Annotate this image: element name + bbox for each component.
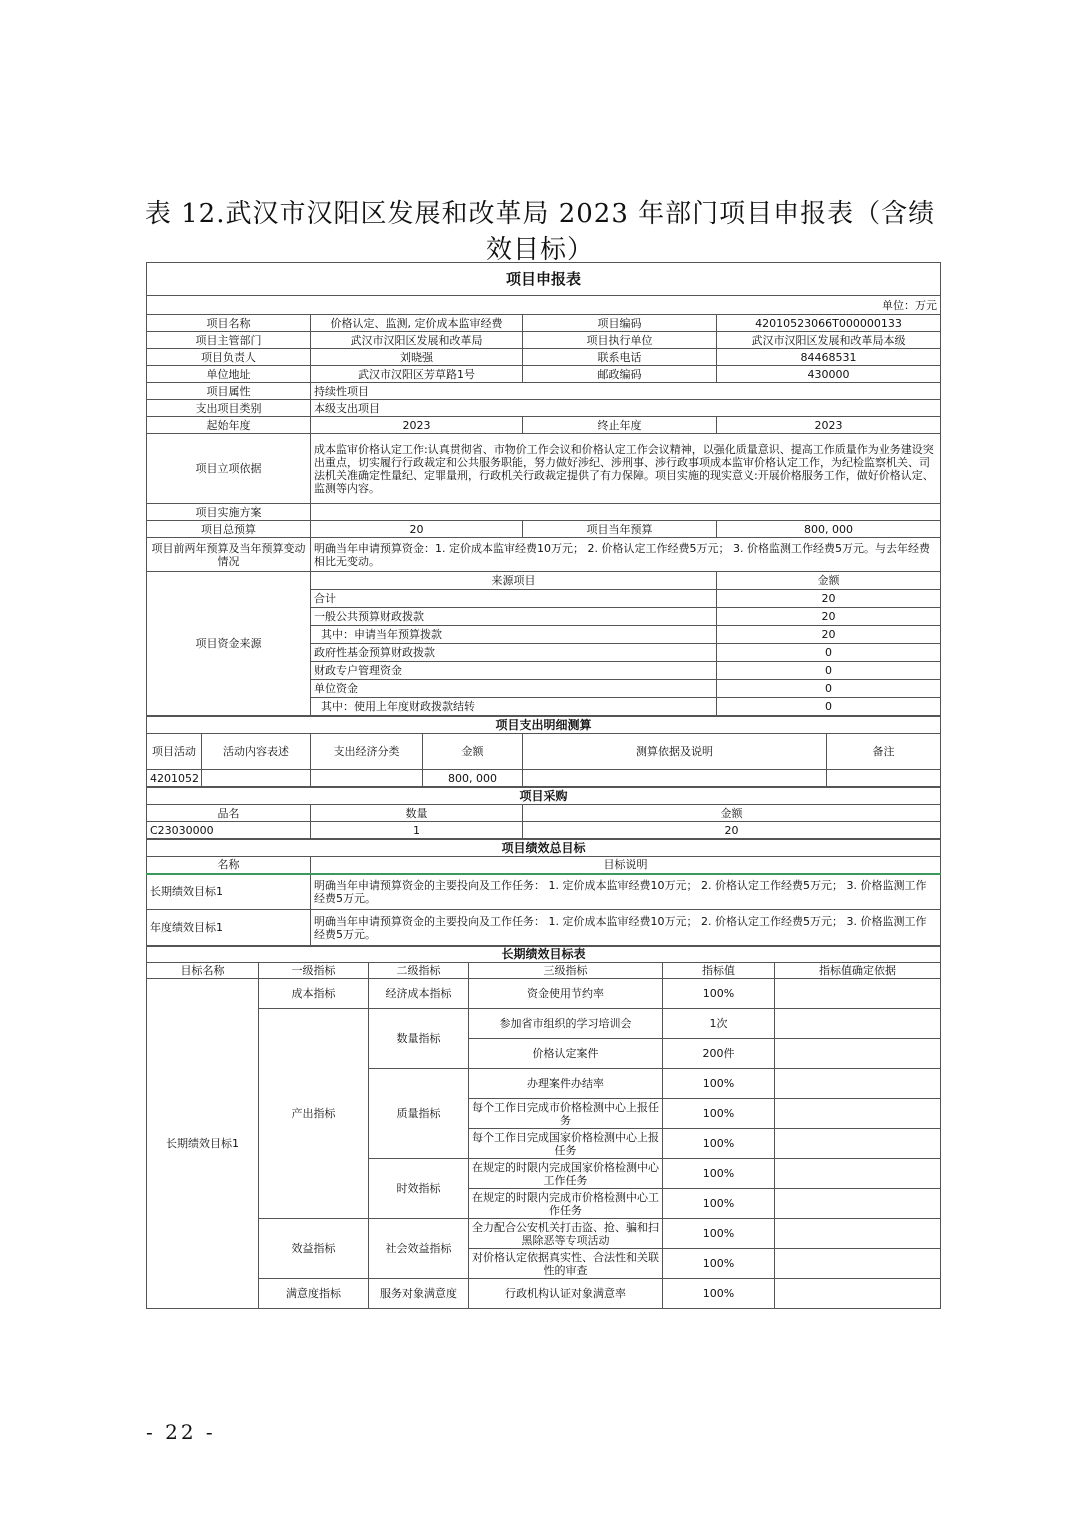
lt-l3-item: 资金使用节约率 xyxy=(469,979,663,1009)
lt-l3-item: 行政机构认证对象满意率 xyxy=(469,1279,663,1309)
lt-basis xyxy=(775,1129,941,1159)
detail-title: 项目支出明细测算 xyxy=(147,717,941,734)
detail-h-act: 项目活动 xyxy=(147,734,202,770)
lt-l1-satisfaction: 满意度指标 xyxy=(259,1279,369,1309)
lt-l2-social: 社会效益指标 xyxy=(369,1219,469,1279)
lt-value: 100% xyxy=(663,1159,775,1189)
funding-row-amount: 0 xyxy=(717,680,941,698)
lt-basis xyxy=(775,1009,941,1039)
value-change: 明确当年申请预算资金：1. 定价成本监审经费10万元； 2. 价格认定工作经费5万元； 3. 价格监测工作经费5万元。与去年经费相比无变动。 xyxy=(311,538,941,572)
label-cat: 支出项目类别 xyxy=(147,400,311,417)
goal-year-label: 年度绩效目标1 xyxy=(147,910,311,946)
detail-amt: 800, 000 xyxy=(423,770,523,787)
purchase-title: 项目采购 xyxy=(147,788,941,805)
value-cat: 本级支出项目 xyxy=(311,400,941,417)
value-owner: 刘晓强 xyxy=(311,349,523,366)
purchase-amt: 20 xyxy=(523,822,941,839)
longterm-title: 长期绩效目标表 xyxy=(147,947,941,963)
label-end: 终止年度 xyxy=(523,417,717,434)
funding-row-amount: 20 xyxy=(717,626,941,644)
value-code: 42010523066T000000133 xyxy=(717,315,941,332)
label-code: 项目编码 xyxy=(523,315,717,332)
lt-basis xyxy=(775,1039,941,1069)
detail-h-note: 备注 xyxy=(827,734,941,770)
lt-basis xyxy=(775,1159,941,1189)
lt-h-l3: 三级指标 xyxy=(469,963,663,979)
goals-table xyxy=(146,839,941,946)
label-dept: 项目主管部门 xyxy=(147,332,311,349)
funding-row-name: 其中：申请当年预算拨款 xyxy=(311,626,717,644)
project-form xyxy=(146,262,940,1309)
funding-row-name: 单位资金 xyxy=(311,680,717,698)
lt-l3-item: 参加省市组织的学习培训会 xyxy=(469,1009,663,1039)
lt-value: 100% xyxy=(663,1099,775,1129)
detail-h-basis: 测算依据及说明 xyxy=(523,734,827,770)
lt-h-basis: 指标值确定依据 xyxy=(775,963,941,979)
title-line-2: 效目标） xyxy=(485,235,594,265)
title-line-1: 表 12.武汉市汉阳区发展和改革局 2023 年部门项目申报表（含绩 xyxy=(144,199,936,229)
value-zip: 430000 xyxy=(717,366,941,383)
lt-value: 100% xyxy=(663,1249,775,1279)
lt-basis xyxy=(775,1069,941,1099)
purchase-h-item: 品名 xyxy=(147,805,311,822)
funding-row-name: 财政专户管理资金 xyxy=(311,662,717,680)
form-header: 项目申报表 xyxy=(147,263,941,296)
detail-basis xyxy=(523,770,827,787)
label-phone: 联系电话 xyxy=(523,349,717,366)
lt-l3-item: 对价格认定依据真实性、合法性和关联性的审查 xyxy=(469,1249,663,1279)
lt-l2-quality: 质量指标 xyxy=(369,1069,469,1159)
lt-basis xyxy=(775,1249,941,1279)
lt-basis xyxy=(775,1219,941,1249)
funding-row-amount: 0 xyxy=(717,662,941,680)
value-phone: 84468531 xyxy=(717,349,941,366)
value-exec: 武汉市汉阳区发展和改革局本级 xyxy=(717,332,941,349)
detail-h-econ: 支出经济分类 xyxy=(311,734,423,770)
goals-title: 项目绩效总目标 xyxy=(147,840,941,857)
label-exec: 项目执行单位 xyxy=(523,332,717,349)
lt-l1-output: 产出指标 xyxy=(259,1009,369,1219)
lt-l3-item: 在规定的时限内完成市价格检测中心工作任务 xyxy=(469,1189,663,1219)
goals-h-name: 名称 xyxy=(147,857,311,874)
lt-value: 100% xyxy=(663,1279,775,1309)
lt-goal-name: 长期绩效目标1 xyxy=(147,979,259,1309)
value-name: 价格认定、监测, 定价成本监审经费 xyxy=(311,315,523,332)
value-plan xyxy=(311,504,941,521)
lt-h-l1: 一级指标 xyxy=(259,963,369,979)
value-dept: 武汉市汉阳区发展和改革局 xyxy=(311,332,523,349)
purchase-item: C23030000 xyxy=(147,822,311,839)
lt-l3-item: 全力配合公安机关打击盗、抢、骗和扫黑除恶等专项活动 xyxy=(469,1219,663,1249)
lt-l3-item: 每个工作日完成国家价格检测中心上报任务 xyxy=(469,1129,663,1159)
value-addr: 武汉市汉阳区芳草路1号 xyxy=(311,366,523,383)
value-attr: 持续性项目 xyxy=(311,383,941,400)
funding-amt-header: 金额 xyxy=(717,572,941,590)
lt-l3-item: 每个工作日完成市价格检测中心上报任务 xyxy=(469,1099,663,1129)
value-end: 2023 xyxy=(717,417,941,434)
value-cur: 800, 000 xyxy=(717,521,941,538)
lt-value: 100% xyxy=(663,979,775,1009)
lt-l1-effect: 效益指标 xyxy=(259,1219,369,1279)
label-start: 起始年度 xyxy=(147,417,311,434)
label-name: 项目名称 xyxy=(147,315,311,332)
purchase-h-qty: 数量 xyxy=(311,805,523,822)
lt-h-l2: 二级指标 xyxy=(369,963,469,979)
lt-l2-time: 时效指标 xyxy=(369,1159,469,1219)
detail-act: 4201052 xyxy=(147,770,202,787)
funding-row-name: 一般公共预算财政拨款 xyxy=(311,608,717,626)
goal-long-label: 长期绩效目标1 xyxy=(147,874,311,910)
lt-basis xyxy=(775,979,941,1009)
lt-l1-cost: 成本指标 xyxy=(259,979,369,1009)
lt-h-val: 指标值 xyxy=(663,963,775,979)
label-cur: 项目当年预算 xyxy=(523,521,717,538)
lt-l3-item: 在规定的时限内完成国家价格检测中心工作任务 xyxy=(469,1159,663,1189)
lt-l2-qty: 数量指标 xyxy=(369,1009,469,1069)
detail-econ xyxy=(311,770,423,787)
detail-desc xyxy=(202,770,311,787)
detail-h-amt: 金额 xyxy=(423,734,523,770)
funding-row-amount: 20 xyxy=(717,590,941,608)
funding-row-amount: 20 xyxy=(717,608,941,626)
lt-value: 1次 xyxy=(663,1009,775,1039)
label-basis: 项目立项依据 xyxy=(147,434,311,504)
label-zip: 邮政编码 xyxy=(523,366,717,383)
lt-l3-item: 价格认定案件 xyxy=(469,1039,663,1069)
info-table xyxy=(146,262,941,716)
goals-h-desc: 目标说明 xyxy=(311,857,941,874)
lt-value: 100% xyxy=(663,1069,775,1099)
document-title xyxy=(120,196,960,268)
label-addr: 单位地址 xyxy=(147,366,311,383)
detail-h-desc: 活动内容表述 xyxy=(202,734,311,770)
value-start: 2023 xyxy=(311,417,523,434)
funding-row-amount: 0 xyxy=(717,644,941,662)
label-funding: 项目资金来源 xyxy=(147,572,311,716)
lt-value: 200件 xyxy=(663,1039,775,1069)
label-plan: 项目实施方案 xyxy=(147,504,311,521)
detail-table xyxy=(146,716,941,787)
unit-label: 单位：万元 xyxy=(147,296,941,315)
label-attr: 项目属性 xyxy=(147,383,311,400)
lt-l3-item: 办理案件办结率 xyxy=(469,1069,663,1099)
value-total: 20 xyxy=(311,521,523,538)
funding-row-amount: 0 xyxy=(717,698,941,716)
value-basis: 成本监审价格认定工作:认真贯彻省、市物价工作会议和价格认定工作会议精神，以强化质量意识、提高工作质量作为业务建设突出重点，切实履行行政裁定和公共服务职能，努力做好涉纪、涉刑事、涉行政事项成本监审价格认定工作，为纪检监察机关、司法机关准确定性量纪、定罪量刑，行政机关行政裁定提供了有力保障。项目实施的现实意义:开展价格服务工作，做好价格认定、监测等内容。 xyxy=(311,434,941,504)
purchase-h-amt: 金额 xyxy=(523,805,941,822)
goal-year-desc: 明确当年申请预算资金的主要投向及工作任务： 1. 定价成本监审经费10万元； 2. 价格认定工作经费5万元； 3. 价格监测工作经费5万元。 xyxy=(311,910,941,946)
lt-l2-satisfaction: 服务对象满意度 xyxy=(369,1279,469,1309)
funding-src-header: 来源项目 xyxy=(311,572,717,590)
lt-basis xyxy=(775,1279,941,1309)
funding-row-name: 合计 xyxy=(311,590,717,608)
lt-basis xyxy=(775,1099,941,1129)
lt-l2-cost: 经济成本指标 xyxy=(369,979,469,1009)
detail-note xyxy=(827,770,941,787)
funding-row-name: 其中：使用上年度财政拨款结转 xyxy=(311,698,717,716)
purchase-table xyxy=(146,787,941,839)
lt-value: 100% xyxy=(663,1189,775,1219)
label-change: 项目前两年预算及当年预算变动情况 xyxy=(147,538,311,572)
lt-value: 100% xyxy=(663,1129,775,1159)
lt-h-goal: 目标名称 xyxy=(147,963,259,979)
longterm-table xyxy=(146,946,941,1309)
label-owner: 项目负责人 xyxy=(147,349,311,366)
lt-value: 100% xyxy=(663,1219,775,1249)
purchase-qty: 1 xyxy=(311,822,523,839)
lt-basis xyxy=(775,1189,941,1219)
label-total: 项目总预算 xyxy=(147,521,311,538)
goal-long-desc: 明确当年申请预算资金的主要投向及工作任务： 1. 定价成本监审经费10万元； 2. 价格认定工作经费5万元； 3. 价格监测工作经费5万元。 xyxy=(311,874,941,910)
funding-row-name: 政府性基金预算财政拨款 xyxy=(311,644,717,662)
page-number: - 22 - xyxy=(146,1420,216,1444)
